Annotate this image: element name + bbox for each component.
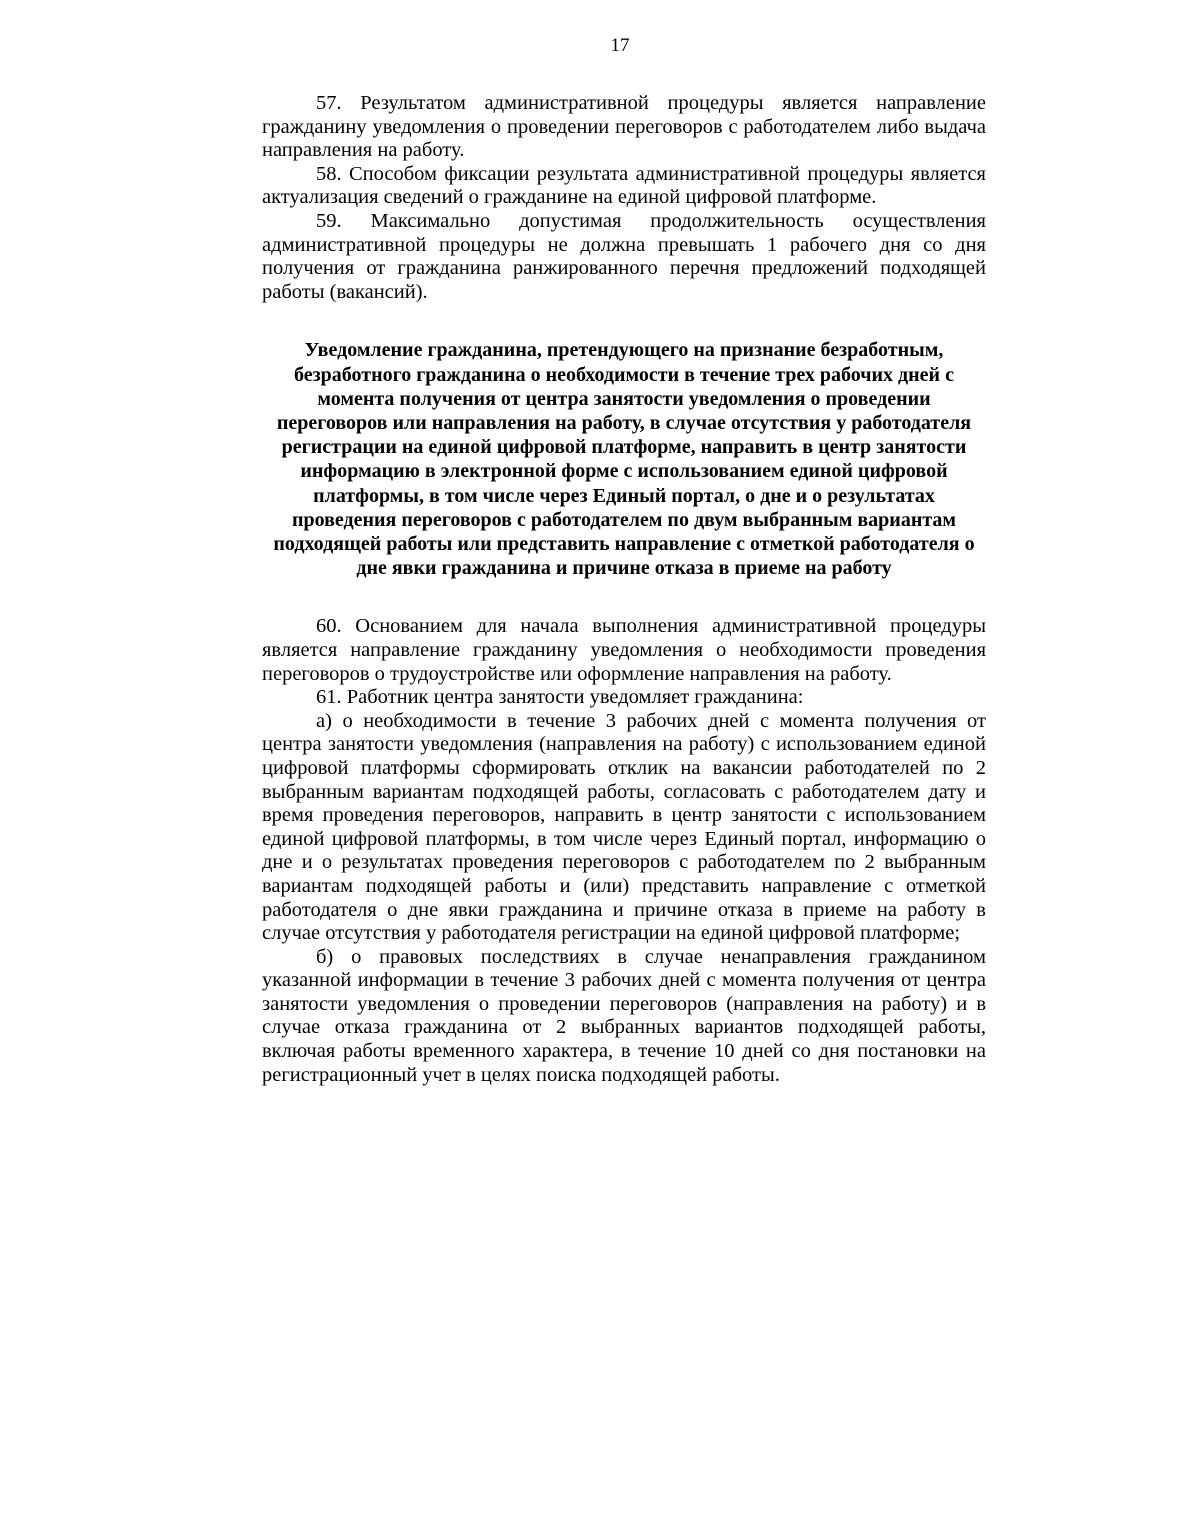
- paragraph-61-a: а) о необходимости в течение 3 рабочих дней с момента получения от центра занятости уведомления (направления на работу) с использованием единой цифровой платформы сформировать отклик на вакансии работодателей по 2 выбранным вариантам подходящей работы, согласовать с работодателем дату и время проведения переговоров, направить в центр занятости с использованием единой цифровой платформы, в том числе через Единый портал, информацию о дне и о результатах проведения переговоров с работодателем по 2 выбранным вариантам подходящей работы и (или) представить направление с отметкой работодателя о дне явки гражданина и причине отказа в приеме на работу в случае отсутствия у работодателя регистрации на единой цифровой платформе;: [262, 709, 986, 945]
- paragraph-60: 60. Основанием для начала выполнения административной процедуры является направление гражданину уведомления о необходимости проведения переговоров о трудоустройстве или оформление направления на работу.: [262, 615, 986, 685]
- document-body: [262, 92, 986, 1087]
- page-number: 17: [610, 35, 630, 56]
- paragraph-61: 61. Работник центра занятости уведомляет гражданина:: [316, 686, 804, 709]
- paragraph-58: 58. Способом фиксации результата административной процедуры является актуализация сведений о гражданине на единой цифровой платформе.: [262, 162, 986, 209]
- paragraph-57: 57. Результатом административной процедуры является направление гражданину уведомления о проведении переговоров с работодателем либо выдача направления на работу.: [262, 92, 986, 162]
- paragraph-61-b: б) о правовых последствиях в случае ненаправления гражданином указанной информации в течение 3 рабочих дней с момента получения от центра занятости уведомления о проведении переговоров (направления на работу) и в случае отказа гражданина от 2 выбранных вариантов подходящей работы, включая работы временного характера, в течение 10 дней со дня постановки на регистрационный учет в целях поиска подходящей работы.: [262, 945, 986, 1086]
- paragraph-59: 59. Максимально допустимая продолжительность осуществления административной процедуры не должна превышать 1 рабочего дня со дня получения от гражданина ранжированного перечня предложений подходящей работы (вакансий).: [262, 209, 986, 303]
- section-heading: Уведомление гражданина, претендующего на признание безработным, безработного гражданина о необходимости в течение трех рабочих дней с момента получения от центра занятости уведомления о проведении переговоров или направления на работу, в случае отсутствия у работодателя регистрации на единой цифровой платформе, направить в центр занятости информацию в электронной форме с использованием единой цифровой платформы, в том числе через Единый портал, о дне и о результатах проведения переговоров с работодателем по двум выбранным вариантам подходящей работы или представить направление с отметкой работодателя о дне явки гражданина и причине отказа в приеме на работу: [273, 339, 975, 580]
